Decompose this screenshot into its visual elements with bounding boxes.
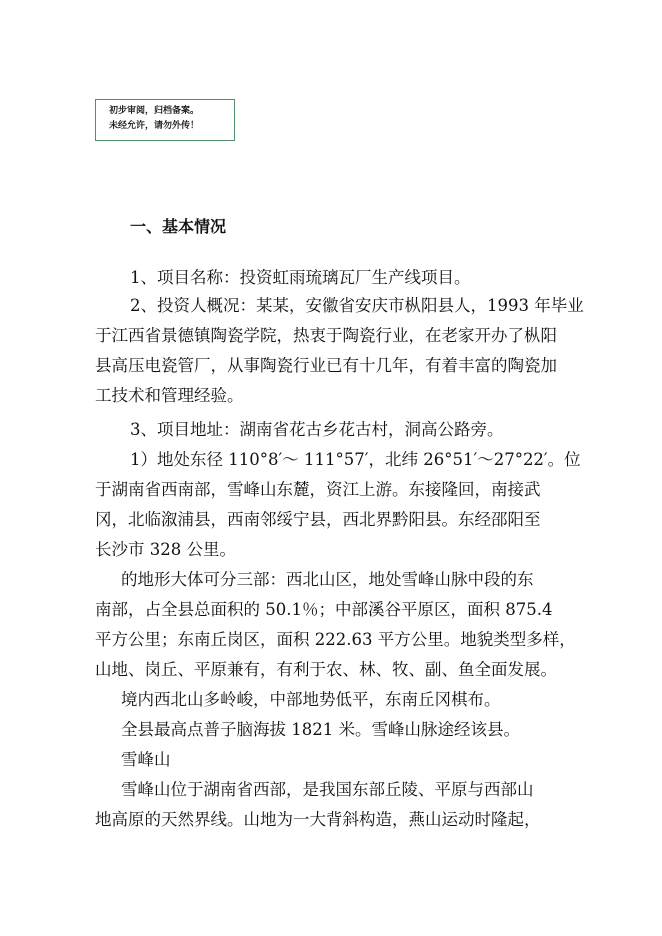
- paragraph-line-investor-3: 县高压电瓷管厂，从事陶瓷行业已有十几年，有着丰富的陶瓷加: [95, 356, 557, 375]
- stamp-line-1: 初步审阅，归档备案。: [109, 106, 200, 116]
- stamp-line-2: 未经允许，请勿外传！: [109, 121, 200, 131]
- archive-stamp: [95, 99, 235, 141]
- paragraph-line-location-3: 冈，北临溆浦县，西南邻绥宁县，西北界黔阳县。东经邵阳至: [95, 510, 541, 529]
- paragraph-line-location-4: 长沙市 328 公里。: [95, 540, 236, 559]
- paragraph-line-address: 3、项目地址：湖南省花古乡花古村，洞高公路旁。: [130, 420, 504, 439]
- paragraph-line-terrain-1: 的地形大体可分三部：西北山区，地处雪峰山脉中段的东: [121, 570, 534, 589]
- paragraph-line-highest-point: 全县最高点普子脑海拔 1821 米。雪峰山脉途经该县。: [121, 720, 520, 739]
- paragraph-line-xuefeng-heading: 雪峰山: [121, 750, 171, 769]
- paragraph-line-location-2: 于湖南省西南部，雪峰山东麓，资江上游。东接隆回，南接武: [95, 480, 541, 499]
- paragraph-line-xuefeng-1: 雪峰山位于湖南省西部，是我国东部丘陵、平原与西部山: [121, 780, 534, 799]
- paragraph-line-investor-2: 于江西省景德镇陶瓷学院，热衷于陶瓷行业，在老家开办了枞阳: [95, 326, 557, 345]
- paragraph-line-terrain-4: 山地、岗丘、平原兼有，有利于农、林、牧、副、鱼全面发展。: [95, 660, 557, 679]
- section-title: 一、基本情况: [130, 217, 227, 236]
- paragraph-line-project-name: 1、项目名称：投资虹雨琉璃瓦厂生产线项目。: [130, 268, 471, 287]
- paragraph-line-investor-4: 工技术和管理经验。: [95, 386, 244, 405]
- paragraph-line-terrain-3: 平方公里；东南丘岗区，面积 222.63 平方公里。地貌类型多样，: [95, 630, 576, 649]
- paragraph-line-location-1: 1）地处东径 110°8′～ 111°57′，北纬 26°51′～27°22′。位: [130, 450, 581, 469]
- paragraph-line-terrain-2: 南部，占全县总面积的 50.1％；中部溪谷平原区，面积 875.4: [95, 600, 553, 619]
- paragraph-line-xuefeng-2: 地高原的天然界线。山地为一大背斜构造，燕山运动时隆起，: [95, 810, 541, 829]
- paragraph-line-investor-1: 2、投资人概况：某某，安徽省安庆市枞阳县人，1993 年毕业: [130, 296, 584, 315]
- paragraph-line-relief: 境内西北山多岭峻，中部地势低平，东南丘冈棋布。: [121, 690, 501, 709]
